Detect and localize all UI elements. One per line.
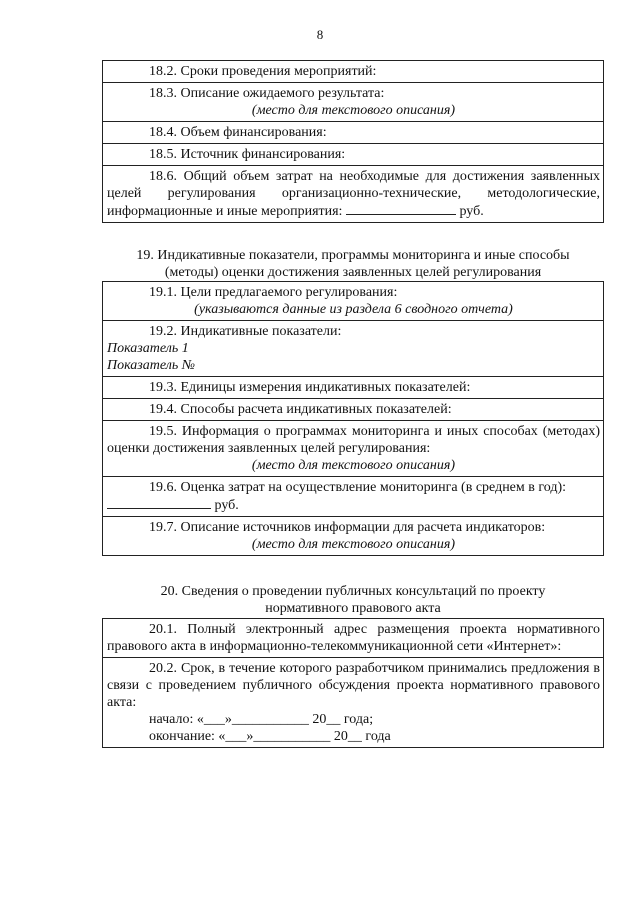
section-19-title — [102, 247, 604, 281]
row-18-3 — [103, 82, 603, 121]
section-18-table — [102, 60, 604, 223]
row-18-3-note: (место для текстового описания) — [251, 103, 456, 118]
row-19-7-note: (место для текстового описания) — [251, 537, 456, 552]
row-20-2-label: 20.2. Срок, в течение которого разработчиком принимались предложения в связи с проведением публичного обсуждения проекта нормативного правового акта: — [107, 661, 600, 710]
section-20-table — [102, 618, 604, 748]
row-19-1-note: (указываются данные из раздела 6 сводного отчета) — [194, 302, 513, 317]
row-18-4: 18.4. Объем финансирования: — [103, 121, 603, 143]
row-19-1-label: 19.1. Цели предлагаемого регулирования: — [149, 285, 398, 300]
section-20-title — [102, 583, 604, 617]
row-18-3-label: 18.3. Описание ожидаемого результата: — [149, 86, 385, 101]
row-19-6 — [103, 476, 603, 516]
row-19-5-label: 19.5. Информация о программах мониторинга и иных способах (методах) оценки достижения заявленных целей регулирования: — [107, 424, 600, 456]
amount-blank-line — [107, 496, 211, 509]
indicator-1: Показатель 1 — [107, 341, 189, 356]
row-19-3: 19.3. Единицы измерения индикативных показателей: — [103, 376, 603, 398]
row-19-2 — [103, 320, 603, 376]
row-18-2: 18.2. Сроки проведения мероприятий: — [149, 64, 377, 79]
section-19-title-line2: (методы) оценки достижения заявленных целей регулирования — [164, 265, 542, 280]
row-18-5: 18.5. Источник финансирования: — [103, 143, 603, 165]
indicator-n: Показатель № — [107, 358, 195, 373]
page-number: 8 — [316, 27, 324, 42]
row-19-6-unit: руб. — [214, 498, 239, 513]
row-19-5 — [103, 420, 603, 476]
row-20-1: 20.1. Полный электронный адрес размещения проекта нормативного правового акта в информационно-телекоммуникационной сети «Интернет»: — [107, 622, 600, 654]
row-19-4: 19.4. Способы расчета индикативных показателей: — [103, 398, 603, 420]
row-19-6-label: 19.6. Оценка затрат на осуществление мониторинга (в среднем в год): — [149, 480, 567, 495]
amount-blank-line — [346, 202, 456, 215]
row-19-7-label: 19.7. Описание источников информации для расчета индикаторов: — [149, 520, 546, 535]
row-19-5-note: (место для текстового описания) — [251, 458, 456, 473]
row-19-2-label: 19.2. Индикативные показатели: — [149, 324, 342, 339]
row-19-6-amount — [107, 496, 600, 514]
section-20-title-line1: 20. Сведения о проведении публичных консультаций по проекту — [160, 584, 546, 599]
section-19-title-line1: 19. Индикативные показатели, программы мониторинга и иные способы — [136, 248, 570, 263]
start-date-line: начало: «___»___________ 20__ года; — [149, 712, 374, 727]
row-18-6-text: 18.6. Общий объем затрат на необходимые для достижения заявленных целей регулирования организационно-технические, методологические, информационные и иные мероприятия: — [107, 169, 600, 219]
row-19-7 — [103, 516, 603, 555]
section-19-table — [102, 281, 604, 556]
row-18-6 — [103, 165, 603, 222]
row-20-2 — [103, 657, 603, 747]
end-date-line: окончание: «___»___________ 20__ года — [149, 729, 391, 744]
row-18-6-unit: руб. — [459, 204, 484, 219]
row-19-1 — [103, 282, 603, 320]
section-20-title-line2: нормативного правового акта — [265, 601, 441, 616]
